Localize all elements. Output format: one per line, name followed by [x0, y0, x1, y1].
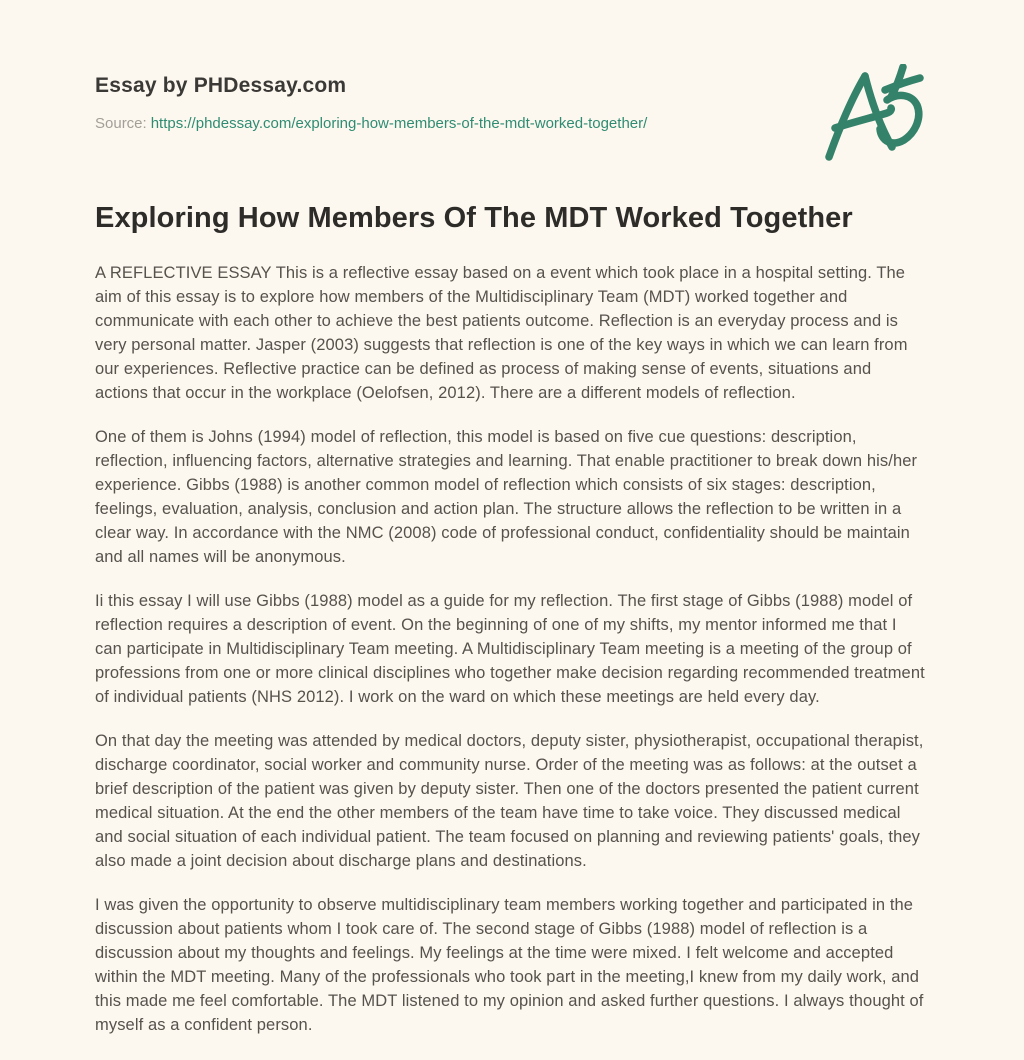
source-label: Source:: [95, 115, 147, 132]
essay-paragraph: Ii this essay I will use Gibbs (1988) model as a guide for my reflection. The first stage of Gibbs (1988) model of reflection requires a description of event. On the beginning of one of my shifts, my mentor informed me that I can participate in Multidisciplinary Team meeting. A Multidisciplinary Team meeting is a meeting of the group of professions from one or more clinical disciplines who together make decision regarding recommended treatment of individual patients (NHS 2012). I work on the ward on which these meetings are held every day.: [95, 592, 925, 706]
content-column: [95, 0, 927, 1057]
article-title: Exploring How Members Of The MDT Worked Together: [95, 202, 853, 234]
essay-paragraph: One of them is Johns (1994) model of reflection, this model is based on five cue questions: description, reflection, influencing factors, alternative strategies and learning. That enable practitioner to break down his/her experience. Gibbs (1988) is another common model of reflection which consists of six stages: description, feelings, evaluation, analysis, conclusion and action plan. The structure allows the reflection to be written in a clear way. In accordance with the NMC (2008) code of professional conduct, confidentiality should be maintain and all names will be anonymous.: [95, 428, 918, 566]
source-url-link[interactable]: https://phdessay.com/exploring-how-members-of-the-mdt-worked-together/: [150, 115, 648, 132]
source-line: [95, 115, 927, 132]
essay-paragraph: I was given the opportunity to observe multidisciplinary team members working together and participated in the discussion about patients whom I took care of. The second stage of Gibbs (1988) model of reflection is a discussion about my thoughts and feelings. My feelings at the time were mixed. I felt welcome and accepted within the MDT meeting. Many of the professionals who took part in the meeting,I knew from my daily work, and this made me feel comfortable. The MDT listened to my opinion and asked further questions. I always thought of myself as a confident person.: [95, 896, 924, 1034]
essay-paragraph: On that day the meeting was attended by medical doctors, deputy sister, physiotherapist, occupational therapist, discharge coordinator, social worker and community nurse. Order of the meeting was as follows: at the outset a brief description of the patient was given by deputy sister. Then one of the doctors presented the patient current medical situation. At the end the other members of the team have time to take voice. They discussed medical and social situation of each individual patient. The team focused on planning and reviewing patients' goals, they also made a joint decision about discharge plans and destinations.: [95, 732, 924, 870]
essay-paragraph: A REFLECTIVE ESSAY This is a reflective essay based on a event which took place in a hospital setting. The aim of this essay is to explore how members of the Multidisciplinary Team (MDT) worked together and communicate with each other to achieve the best patients outcome. Reflection is an everyday process and is very personal matter. Jasper (2003) suggests that reflection is one of the key ways in which we can learn from our experiences. Reflective practice can be defined as process of making sense of events, situations and actions that occur in the workplace (Oelofsen, 2012). There are a different models of reflection.: [95, 264, 908, 402]
essay-body: [95, 261, 927, 1037]
brand-title: Essay by PHDessay.com: [95, 74, 347, 97]
